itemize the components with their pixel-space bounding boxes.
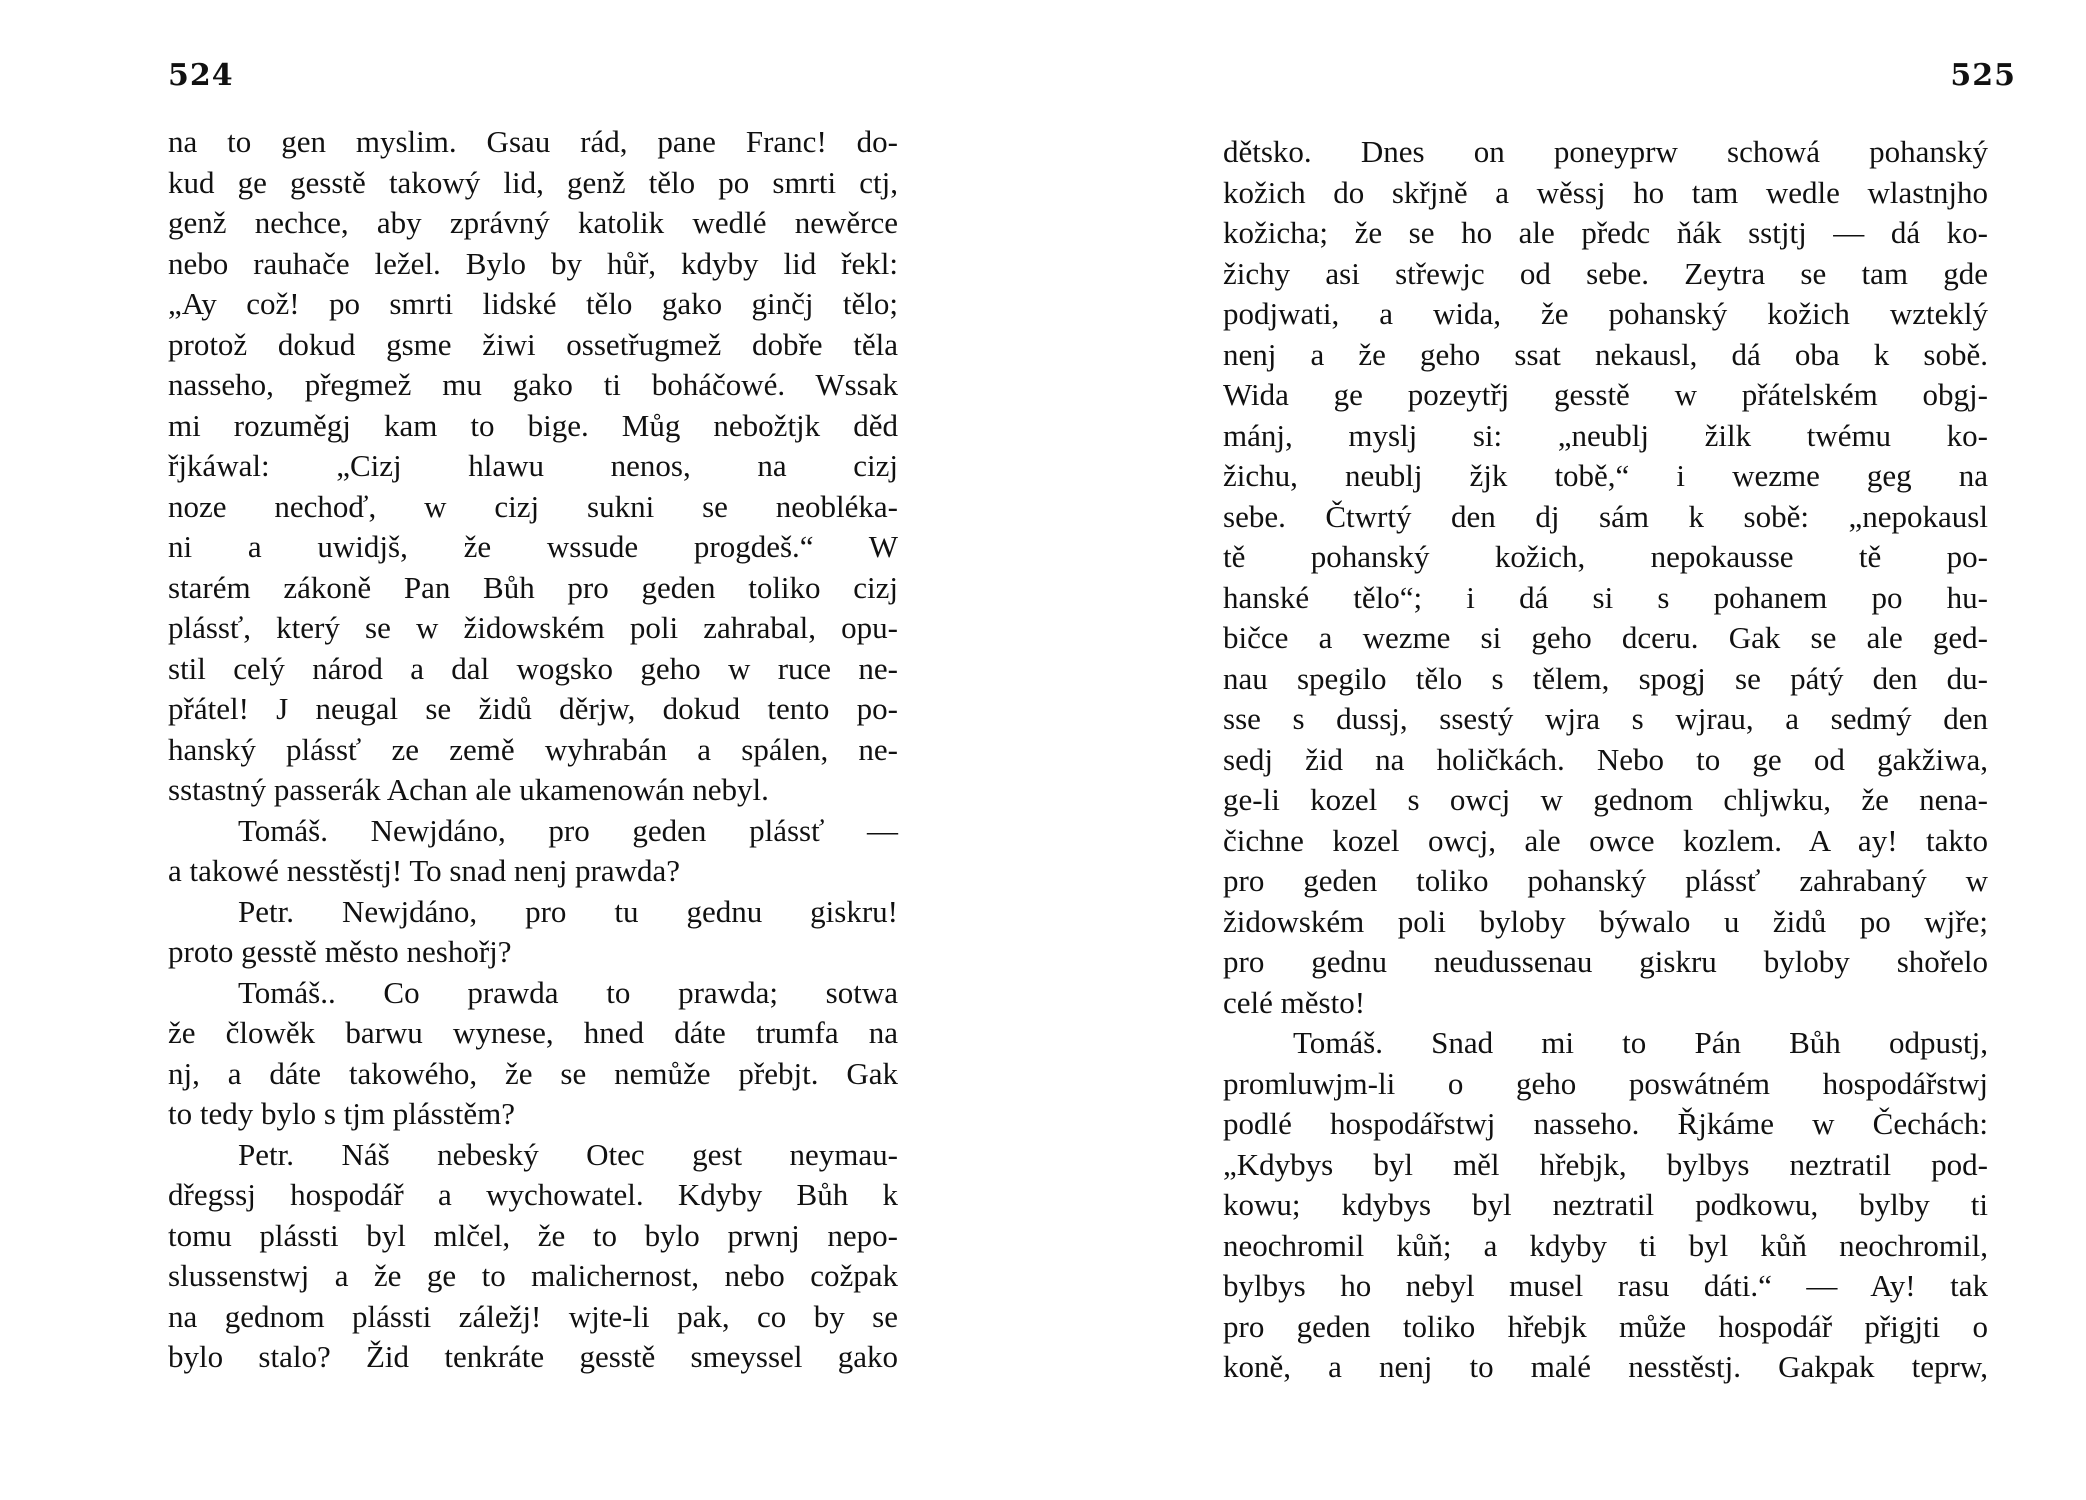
text-line: plássť, který se w židowském poli zahrabal, opu- <box>168 610 898 645</box>
text-line: kowu; kdybys byl neztratil podkowu, bylby ti <box>1223 1187 1988 1222</box>
text-line: koně, a nenj to malé nesstěstj. Gakpak teprw, <box>1223 1349 1988 1384</box>
text-line: nebo rauhače ležel. Bylo by hůř, kdyby lid řekl: <box>168 245 898 281</box>
text-line: že člowěk barwu wynese, hned dáte trumfa na <box>168 1015 898 1050</box>
text-line: tě pohanský kožich, nepokausse tě po- <box>1223 539 1988 574</box>
text-line: dřegssj hospodář a wychowatel. Kdyby Bůh k <box>168 1177 898 1212</box>
text-line: kožicha; že se ho ale předc ňák sstjtj — dá ko- <box>1223 215 1988 250</box>
page-text <box>1223 132 1988 1388</box>
text-line: dětsko. Dnes on poneyprw schowá pohanský <box>1223 134 1988 169</box>
text-line: bylo stalo? Žid tenkráte gesstě smeyssel gako <box>168 1339 898 1374</box>
text-line: stil celý národ a dal wogsko geho w ruce ne- <box>168 650 898 686</box>
text-line: pro geden toliko pohanský plássť zahrabaný w <box>1223 863 1988 898</box>
text-line: pro gednu neudussenau giskru byloby shořelo <box>1223 944 1988 979</box>
text-line: Tomáš. Snad mi to Pán Bůh odpustj, <box>1293 1025 1988 1060</box>
text-line: bičce a wezme si geho dceru. Gak se ale ged- <box>1223 620 1988 655</box>
text-line: kud ge gesstě takowý lid, genž tělo po smrti ctj, <box>168 164 898 200</box>
text-line: nenj a že geho ssat nekausl, dá oba k sobě. <box>1223 336 1988 372</box>
text-line: ge-li kozel s owcj w gednom chljwku, že nena- <box>1223 782 1988 817</box>
text-line: sstastný passerák Achan ale ukamenowán nebyl. <box>168 772 769 807</box>
text-line: celé město! <box>1223 984 1366 1020</box>
text-line: sedj žid na holičkách. Nebo to ge od gakžiwa, <box>1223 741 1988 777</box>
text-line: pro geden toliko hřebjk může hospodář přigjti o <box>1223 1308 1988 1344</box>
text-line: noze nechoď, w cizj sukni se neobléka- <box>168 488 898 524</box>
text-line: Tomáš. Newjdáno, pro geden plássť — <box>238 812 898 848</box>
text-line: podjwati, a wida, že pohanský kožich wzteklý <box>1223 296 1988 331</box>
text-line: neochromil kůň; a kdyby ti byl kůň neochromil, <box>1223 1227 1988 1263</box>
text-line: nasseho, přegmež mu gako ti boháčowé. Wssak <box>168 367 898 402</box>
text-line: bylbys ho nebyl musel rasu dáti.“ — Ay! tak <box>1223 1268 1988 1303</box>
text-line: tomu plássti byl mlčel, že to bylo prwnj nepo- <box>168 1217 898 1253</box>
text-line: podlé hospodářstwj nasseho. Řjkáme w Čechách: <box>1223 1106 1988 1141</box>
text-line: sse s dussj, ssestý wjra s wjrau, a sedmý den <box>1223 701 1988 736</box>
text-line: to tedy bylo s tjm plásstěm? <box>168 1096 515 1131</box>
text-line: kožich do skřjně a wěssj ho tam wedle wlastnjho <box>1223 174 1988 210</box>
text-line: mánj, myslj si: „neublj žilk twému ko- <box>1223 417 1988 453</box>
text-line: protož dokud gsme žiwi ossetřugmež dobře těla <box>168 326 898 362</box>
text-line: Petr. Newjdáno, pro tu gednu giskru! <box>238 893 898 929</box>
text-line: žichu, neublj žjk tobě,“ i wezme geg na <box>1223 458 1988 493</box>
text-line: hanský plássť ze země wyhrabán a spálen, ne- <box>168 731 898 767</box>
text-line: genž nechce, aby zprávný katolik wedlé newěrce <box>168 205 898 240</box>
text-line: a takowé nesstěstj! To snad nenj prawda? <box>168 853 681 888</box>
text-line: na gednom plássti záležj! wjte-li pak, co by se <box>168 1298 898 1334</box>
text-line: mi rozuměgj kam to bige. Můg nebožtjk děd <box>168 407 898 443</box>
text-line: židowském poli byloby býwalo u židů po wjře; <box>1223 903 1988 939</box>
text-line: čichne kozel owcj, ale owce kozlem. A ay! takto <box>1223 822 1988 858</box>
text-line: starém zákoně Pan Bůh pro geden toliko cizj <box>168 569 898 605</box>
text-line: Petr. Náš nebeský Otec gest neymau- <box>238 1136 898 1172</box>
text-line: „Ay což! po smrti lidské tělo gako ginčj tělo; <box>168 286 898 321</box>
text-line: hanské tělo“; i dá si s pohanem po hu- <box>1223 579 1988 615</box>
text-line: promluwjm-li o geho poswátném hospodářstwj <box>1223 1065 1988 1101</box>
right-page <box>1043 0 2086 1500</box>
text-line: řjkáwal: „Cizj hlawu nenos, na cizj <box>168 448 898 483</box>
text-line: sebe. Čtwrtý den dj sám k sobě: „nepokausl <box>1223 498 1988 534</box>
text-line: Tomáš.. Co prawda to prawda; sotwa <box>238 974 898 1010</box>
page-text <box>168 122 898 1378</box>
text-line: proto gesstě město neshořj? <box>168 934 512 969</box>
text-line: „Kdybys byl měl hřebjk, bylbys neztratil pod- <box>1223 1146 1988 1182</box>
page-number: 524 <box>168 58 234 93</box>
text-line: ni a uwidjš, že wssude progdeš.“ W <box>168 529 898 564</box>
text-line: Wida ge pozeytřj gesstě w přátelském obgj- <box>1223 377 1988 412</box>
text-line: na to gen myslim. Gsau rád, pane Franc! do- <box>168 124 898 159</box>
text-line: žichy asi střewjc od sebe. Zeytra se tam gde <box>1223 255 1988 291</box>
text-line: nj, a dáte takowého, že se nemůže přebjt. Gak <box>168 1055 898 1091</box>
text-line: slussenstwj a že ge to malichernost, nebo cožpak <box>168 1258 898 1293</box>
text-line: přátel! J neugal se židů děrjw, dokud tento po- <box>168 691 898 726</box>
page-number: 525 <box>1950 58 2016 93</box>
text-line: nau spegilo tělo s tělem, spogj se pátý den du- <box>1223 660 1988 696</box>
